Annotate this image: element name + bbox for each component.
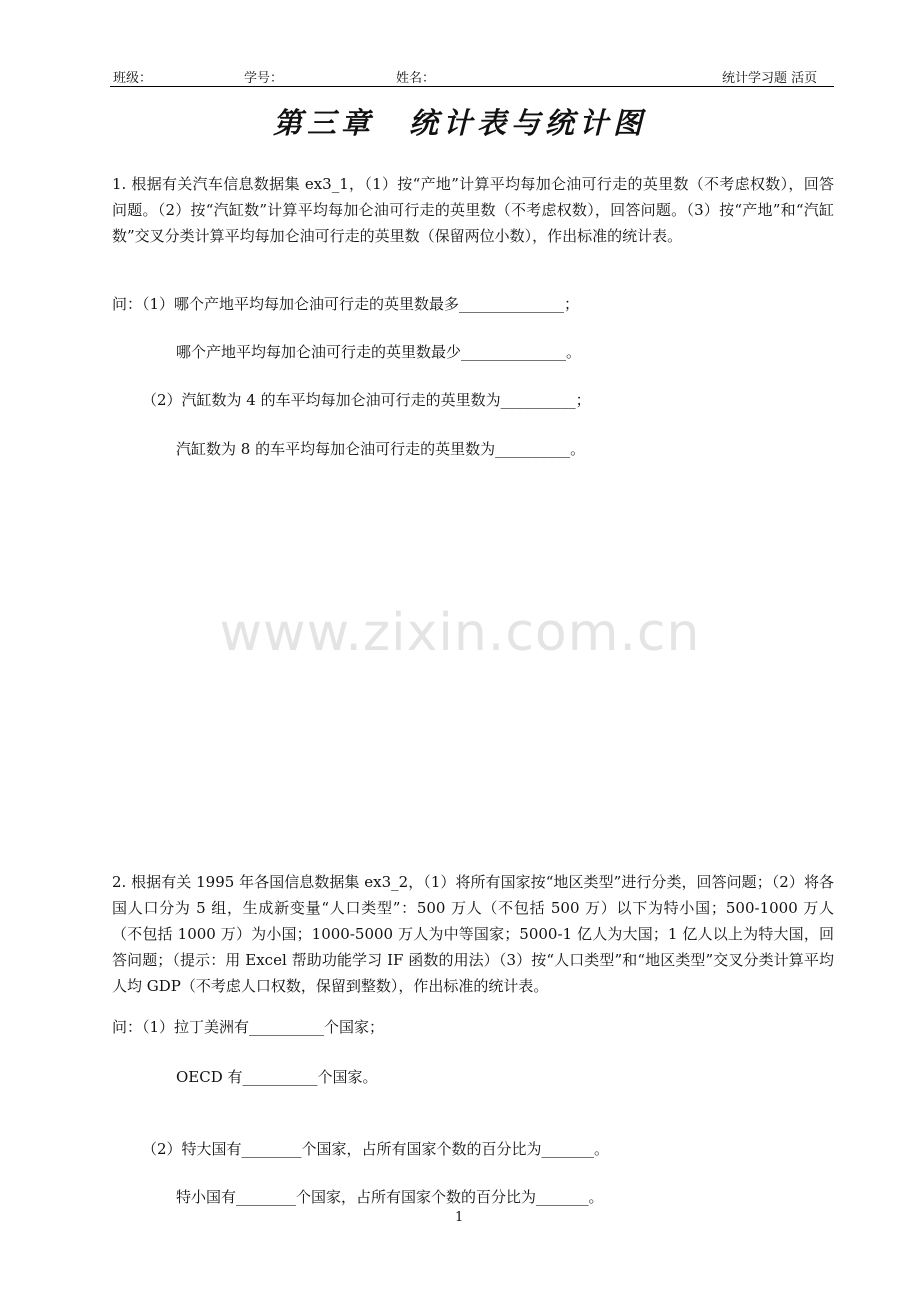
question-2-text: 2. 根据有关 1995 年各国信息数据集 ex3_2，（1）将所有国家按“地区类型”进行分类，回答问题；（2）将各国人口分为 5 组，生成新变量“人口类型”：500 万人（不包括 500 万）以下为特小国；500-1000 万人（不包括 1000 万）为小国；1000-5000 万人为中等国家；5000-1 亿人为大国；1 亿人以上为特大国，回答问题；（提示：用 Excel 帮助功能学习 IF 函数的用法）（3）按“人口类型”和“地区类型”交叉分类计算平均人均 GDP（不考虑人口权数，保留到整数），作出标准的统计表。 [112, 873, 834, 995]
question-1-ask-1a: 问：（1）哪个产地平均每加仑油可行走的英里数最多______________； [112, 295, 580, 313]
class-label: 班级： [113, 71, 153, 86]
page-number: 1 [455, 1210, 464, 1225]
question-2-ask-2a: （2）特大国有________个国家，占所有国家个数的百分比为_______。 [142, 1140, 610, 1158]
question-2-ask-1a: 问：（1）拉丁美洲有__________个国家； [112, 1018, 385, 1036]
student-id-label: 学号： [244, 71, 284, 86]
question-1-ask-1b: 哪个产地平均每加仑油可行走的英里数最少______________。 [176, 343, 582, 361]
question-1-ask-2a: （2）汽缸数为 4 的车平均每加仑油可行走的英里数为__________； [142, 391, 591, 409]
question-1-ask-2b: 汽缸数为 8 的车平均每加仑油可行走的英里数为__________。 [176, 440, 586, 458]
question-1-text: 1. 根据有关汽车信息数据集 ex3_1，（1）按“产地”计算平均每加仑油可行走的英里数（不考虑权数），回答问题。（2）按“汽缸数”计算平均每加仑油可行走的英里数（不考虑权数），回答问题。（3）按“产地”和“汽缸数”交叉分类计算平均每加仑油可行走的英里数（保留两位小数），作出标准的统计表。 [112, 175, 834, 245]
name-label: 姓名： [396, 71, 436, 86]
header-right-text: 统计学习题 活页 [722, 71, 818, 86]
header-rule [110, 86, 834, 87]
page-title: 第三章 统计表与统计图 [272, 106, 647, 140]
watermark: www.zixin.com.cn [219, 603, 701, 663]
question-2-ask-1b: OECD 有__________个国家。 [176, 1068, 378, 1086]
question-2-ask-2b: 特小国有________个国家，占所有国家个数的百分比为_______。 [176, 1188, 604, 1206]
